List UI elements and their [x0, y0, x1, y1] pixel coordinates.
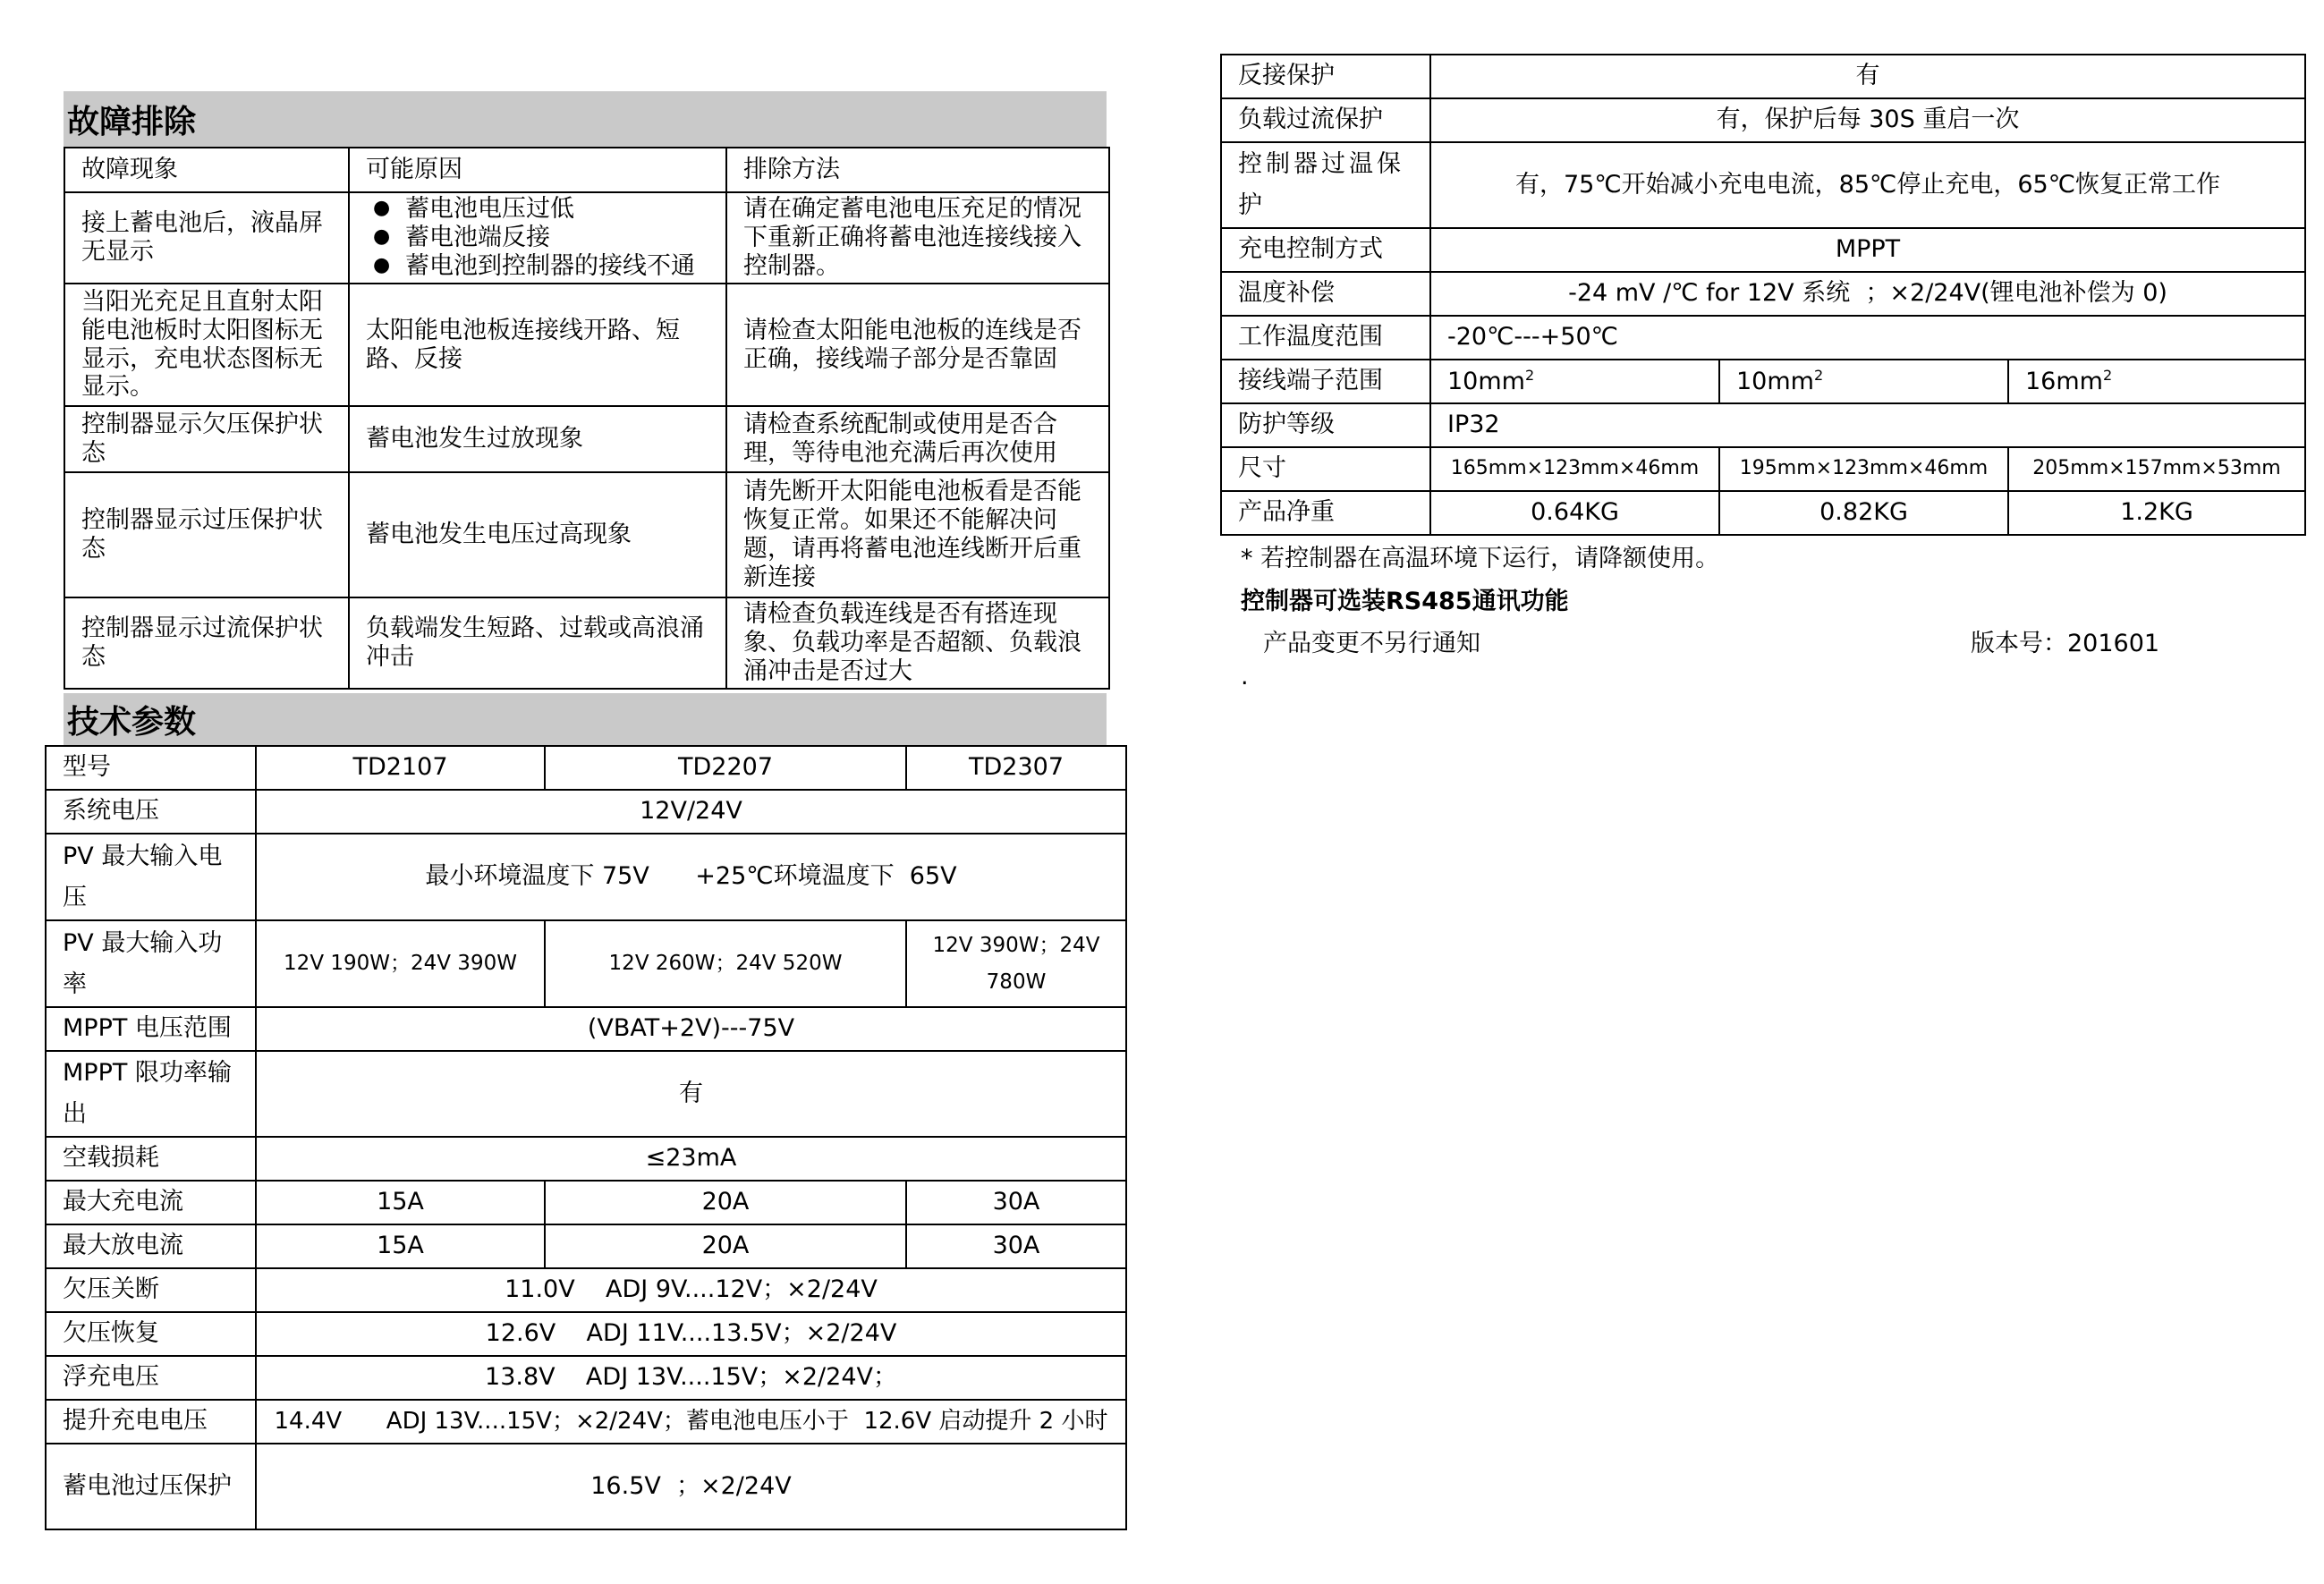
derate-note: * 若控制器在高温环境下运行，请降额使用。	[1241, 545, 1720, 572]
cause-cell: 负载端发生短路、过载或高浪涌冲击	[349, 597, 726, 689]
symptom-cell: 控制器显示欠压保护状态	[64, 406, 349, 472]
table-row	[46, 1137, 1126, 1181]
spec-label: 充电控制方式	[1221, 228, 1430, 272]
spec-value: 195mm×123mm×46mm	[1719, 447, 2008, 491]
cause-cell: 蓄电池发生电压过高现象	[349, 472, 726, 597]
table-row	[1221, 228, 2305, 272]
table-row	[46, 1181, 1126, 1224]
spec-value: 11.0V ADJ 9V....12V；×2/24V	[256, 1268, 1126, 1312]
cause-cell: 蓄电池发生过放现象	[349, 406, 726, 472]
spec-label: MPPT 电压范围	[46, 1007, 256, 1051]
spec-value: 30A	[906, 1224, 1126, 1268]
model-label: 型号	[46, 746, 256, 790]
symptom-cell: 控制器显示过压保护状态	[64, 472, 349, 597]
spec-label: 蓄电池过压保护	[46, 1444, 256, 1529]
table-row	[64, 472, 1109, 597]
version-number: 版本号：201601	[1971, 630, 2160, 657]
remedy-cell: 请检查太阳能电池板的连线是否正确，接线端子部分是否靠固	[726, 284, 1109, 406]
spec-value: 0.82KG	[1719, 491, 2008, 535]
table-row	[1221, 360, 2305, 403]
header-cell: 可能原因	[349, 148, 726, 192]
troubleshooting-heading: 故障排除	[64, 91, 1107, 147]
spec-value: -24 mV /℃ for 12V 系统 ；×2/24V(锂电池补偿为 0)	[1430, 272, 2305, 316]
cause-list	[366, 195, 709, 281]
spec-label: 欠压恢复	[46, 1312, 256, 1356]
spec-value: 14.4V ADJ 13V....15V；×2/24V；蓄电池电压小于 12.6V 启动提升 2 小时	[256, 1400, 1126, 1444]
spec-value	[1719, 360, 2008, 403]
spec-label: 反接保护	[1221, 55, 1430, 98]
table-row	[64, 192, 1109, 284]
spec-label: 工作温度范围	[1221, 316, 1430, 360]
spec-value: 1.2KG	[2008, 491, 2305, 535]
header-cell: 故障现象	[64, 148, 349, 192]
list-item: ● 蓄电池电压过低	[366, 195, 709, 224]
table-row	[46, 1051, 1126, 1137]
table-row	[1221, 55, 2305, 98]
spec-label: 负载过流保护	[1221, 98, 1430, 142]
specs-continued-table	[1220, 54, 2306, 536]
table-row	[46, 834, 1126, 920]
terminal-size: 10mm	[1447, 367, 1525, 395]
troubleshooting-table	[64, 147, 1110, 690]
spec-label: 空载损耗	[46, 1137, 256, 1181]
remedy-cell: 请在确定蓄电池电压充足的情况下重新正确将蓄电池连接线接入控制器。	[726, 192, 1109, 284]
spec-value: 12V 390W；24V 780W	[906, 920, 1126, 1007]
terminal-size: 10mm	[1736, 367, 1814, 395]
header-cell: 排除方法	[726, 148, 1109, 192]
table-row	[1221, 491, 2305, 535]
spec-label: 最大充电流	[46, 1181, 256, 1224]
table-row	[64, 284, 1109, 406]
spec-value: 最小环境温度下 75V +25℃环境温度下 65V	[256, 834, 1126, 920]
symptom-cell: 控制器显示过流保护状态	[64, 597, 349, 689]
spec-value: 15A	[256, 1224, 545, 1268]
spec-value: 16.5V ；×2/24V	[256, 1444, 1126, 1529]
spec-value: (VBAT+2V)---75V	[256, 1007, 1126, 1051]
spec-label: 提升充电电压	[46, 1400, 256, 1444]
spec-value: 有，保护后每 30S 重启一次	[1430, 98, 2305, 142]
table-row	[1221, 98, 2305, 142]
specs-table	[45, 745, 1127, 1530]
spec-value: 20A	[545, 1224, 906, 1268]
superscript: 2	[1524, 366, 1535, 384]
symptom-cell: 接上蓄电池后，液晶屏无显示	[64, 192, 349, 284]
spec-value	[1430, 360, 1719, 403]
model-cell: TD2307	[906, 746, 1126, 790]
spec-label: 控制器过温保护	[1221, 142, 1430, 228]
spec-value: 12V 260W；24V 520W	[545, 920, 906, 1007]
spec-label: 产品净重	[1221, 491, 1430, 535]
spec-value: 12V/24V	[256, 790, 1126, 834]
spec-value: 13.8V ADJ 13V....15V；×2/24V；	[256, 1356, 1126, 1400]
spec-value	[2008, 360, 2305, 403]
symptom-cell: 当阳光充足且直射太阳能电池板时太阳图标无显示，充电状态图标无显示。	[64, 284, 349, 406]
table-header-row	[64, 148, 1109, 192]
remedy-cell: 请检查系统配制或使用是否合理，等待电池充满后再次使用	[726, 406, 1109, 472]
specs-heading: 技术参数	[64, 693, 1107, 745]
model-cell: TD2107	[256, 746, 545, 790]
table-row	[46, 1007, 1126, 1051]
spec-label: PV 最大输入电压	[46, 834, 256, 920]
spec-label: PV 最大输入功率	[46, 920, 256, 1007]
remedy-cell: 请先断开太阳能电池板看是否能恢复正常。如果还不能解决问题，请再将蓄电池连线断开后重新连接	[726, 472, 1109, 597]
table-row	[46, 1312, 1126, 1356]
table-row	[46, 1356, 1126, 1400]
spec-label: 防护等级	[1221, 403, 1430, 447]
model-cell: TD2207	[545, 746, 906, 790]
remedy-cell: 请检查负载连线是否有搭连现象、负载功率是否超额、负载浪涌冲击是否过大	[726, 597, 1109, 689]
spec-value: MPPT	[1430, 228, 2305, 272]
spec-label: 接线端子范围	[1221, 360, 1430, 403]
spec-value: 30A	[906, 1181, 1126, 1224]
spec-value: 0.64KG	[1430, 491, 1719, 535]
table-row	[1221, 316, 2305, 360]
spec-label: 尺寸	[1221, 447, 1430, 491]
spec-value: 12.6V ADJ 11V....13.5V；×2/24V	[256, 1312, 1126, 1356]
rs485-note: 控制器可选装RS485通讯功能	[1241, 588, 1569, 615]
table-row	[46, 920, 1126, 1007]
spec-label: 浮充电压	[46, 1356, 256, 1400]
spec-label: MPPT 限功率输出	[46, 1051, 256, 1137]
spec-label: 温度补偿	[1221, 272, 1430, 316]
spec-value: 205mm×157mm×53mm	[2008, 447, 2305, 491]
cause-cell	[349, 192, 726, 284]
spec-value: IP32	[1430, 403, 2305, 447]
spec-value: 20A	[545, 1181, 906, 1224]
trailing-dot: .	[1241, 663, 1249, 690]
spec-value: 有，75℃开始减小充电电流，85℃停止充电，65℃恢复正常工作	[1430, 142, 2305, 228]
table-row	[46, 1444, 1126, 1529]
spec-value: -20℃---+50℃	[1430, 316, 2305, 360]
list-item: ● 蓄电池到控制器的接线不通	[366, 252, 709, 281]
table-row	[64, 406, 1109, 472]
spec-label: 欠压关断	[46, 1268, 256, 1312]
table-row	[1221, 272, 2305, 316]
list-item: ● 蓄电池端反接	[366, 224, 709, 252]
table-row	[46, 1400, 1126, 1444]
table-row	[1221, 142, 2305, 228]
superscript: 2	[1813, 366, 1824, 384]
table-row	[1221, 403, 2305, 447]
spec-value: 12V 190W；24V 390W	[256, 920, 545, 1007]
spec-value: 15A	[256, 1181, 545, 1224]
table-row	[46, 790, 1126, 834]
spec-label: 系统电压	[46, 790, 256, 834]
table-row	[46, 746, 1126, 790]
superscript: 2	[2102, 366, 2113, 384]
table-row	[46, 1268, 1126, 1312]
spec-label: 最大放电流	[46, 1224, 256, 1268]
spec-value: 有	[1430, 55, 2305, 98]
cause-cell: 太阳能电池板连接线开路、短路、反接	[349, 284, 726, 406]
spec-value: 有	[256, 1051, 1126, 1137]
spec-value: ≤23mA	[256, 1137, 1126, 1181]
table-row	[46, 1224, 1126, 1268]
change-notice: 产品变更不另行通知	[1263, 630, 1480, 657]
table-row	[1221, 447, 2305, 491]
table-row	[64, 597, 1109, 689]
terminal-size: 16mm	[2025, 367, 2103, 395]
spec-value: 165mm×123mm×46mm	[1430, 447, 1719, 491]
